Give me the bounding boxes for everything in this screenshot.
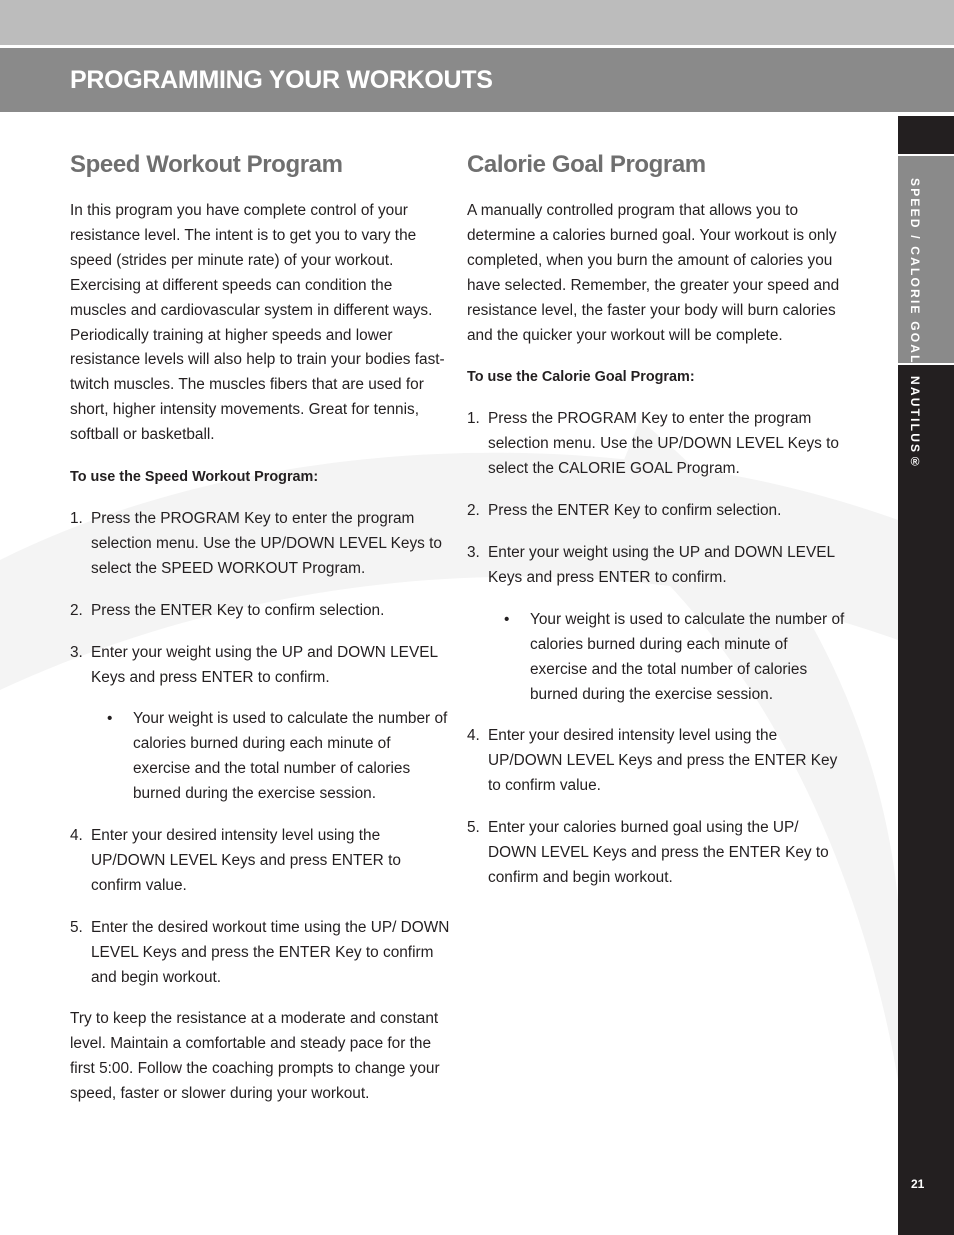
step-number: 4. (70, 827, 83, 845)
step-text: Press the ENTER Key to confirm selection. (488, 502, 782, 520)
bullet-list (488, 608, 847, 708)
bullet-list (91, 707, 452, 807)
bullet-text: Your weight is used to calculate the number of calories burned during each minute of exercise and the total number of calories burned during the exercise session. (133, 710, 448, 803)
step-number: 3. (70, 643, 83, 661)
step-number: 2. (467, 502, 480, 520)
instructions-heading: To use the Speed Workout Program: (70, 469, 319, 486)
list-item (70, 641, 452, 807)
sidebar-section-tab (898, 156, 954, 363)
step-text: Enter the desired workout time using the UP/ DOWN LEVEL Keys and press the ENTER Key to confirm and begin workout. (91, 918, 450, 986)
step-text: Enter your desired intensity level using the UP/DOWN LEVEL Keys and press the ENTER Key to confirm value. (488, 727, 838, 795)
section-title: Calorie Goal Program (467, 151, 706, 178)
step-number: 5. (467, 819, 480, 837)
list-item (467, 724, 847, 799)
step-text: Enter your desired intensity level using the UP/DOWN LEVEL Keys and press ENTER to confirm value. (91, 827, 401, 894)
steps-list (70, 507, 452, 991)
sidebar-section-label: SPEED / CALORIE GOAL (908, 178, 922, 365)
list-item (467, 816, 847, 891)
step-number: 1. (467, 410, 480, 428)
step-text: Enter your weight using the UP and DOWN LEVEL Keys and press ENTER to confirm. (91, 643, 438, 686)
step-number: 5. (70, 918, 83, 936)
list-item (467, 499, 847, 524)
step-text: Press the ENTER Key to confirm selection. (91, 601, 385, 619)
step-text: Press the PROGRAM Key to enter the program selection menu. Use the UP/DOWN LEVEL Keys to select the SPEED WORKOUT Program. (91, 509, 442, 577)
bullet-item (488, 608, 847, 708)
step-number: 1. (70, 509, 83, 527)
step-number: 2. (70, 601, 83, 619)
list-item (70, 824, 452, 899)
closing-paragraph: Try to keep the resistance at a moderate and constant level. Maintain a comfortable and steady pace for the first 5:00. Follow the coaching prompts to change your speed, faster or slower during your workout. (70, 1010, 440, 1103)
bullet-item (91, 707, 452, 807)
steps-list (467, 407, 847, 891)
list-item (467, 407, 847, 482)
sidebar-top-block (898, 116, 954, 154)
section-title: Speed Workout Program (70, 151, 343, 178)
step-number: 4. (467, 727, 480, 745)
bullet-icon: • (504, 610, 510, 628)
list-item (70, 916, 452, 991)
step-number: 3. (467, 543, 480, 561)
speed-workout-section (70, 148, 452, 1107)
list-item (467, 541, 847, 707)
page-number: 21 (911, 1177, 925, 1191)
step-text: Press the PROGRAM Key to enter the program selection menu. Use the UP/DOWN LEVEL Keys to select the CALORIE GOAL Program. (488, 410, 839, 478)
page-title: PROGRAMMING YOUR WORKOUTS (70, 66, 493, 94)
bullet-icon: • (107, 710, 113, 728)
list-item (70, 507, 452, 582)
list-item (70, 599, 452, 624)
instructions-heading: To use the Calorie Goal Program: (467, 369, 695, 386)
step-text: Enter your weight using the UP and DOWN LEVEL Keys and press ENTER to confirm. (488, 543, 835, 586)
step-text: Enter your calories burned goal using the UP/ DOWN LEVEL Keys and press the ENTER Key to confirm and begin workout. (488, 819, 829, 886)
calorie-goal-section (467, 148, 847, 908)
intro-paragraph: A manually controlled program that allows you to determine a calories burned goal. Your workout is only completed, when you burn the amount of calories you have selected. Remember, the greater your speed and resistance level, the faster your body will burn calories and the quicker your workout will be complete. (467, 202, 840, 344)
intro-paragraph: In this program you have complete control of your resistance level. The intent is to get you to vary the speed (strides per minute rate) of your workout. Exercising at different speeds can condition the muscles and cardiovascular system in different ways. Periodically training at higher speeds and lower resistance levels will also help to train your bodies fast-twitch muscles. The muscles fibers that are used for short, higher intensity movements. Great for tennis, softball or basketball. (70, 202, 445, 444)
sidebar-brand-tab (898, 365, 954, 1235)
bullet-text: Your weight is used to calculate the number of calories burned during each minute of exercise and the total number of calories burned during the exercise session. (530, 610, 845, 703)
sidebar-brand-label: NAUTILUS® (908, 376, 922, 471)
